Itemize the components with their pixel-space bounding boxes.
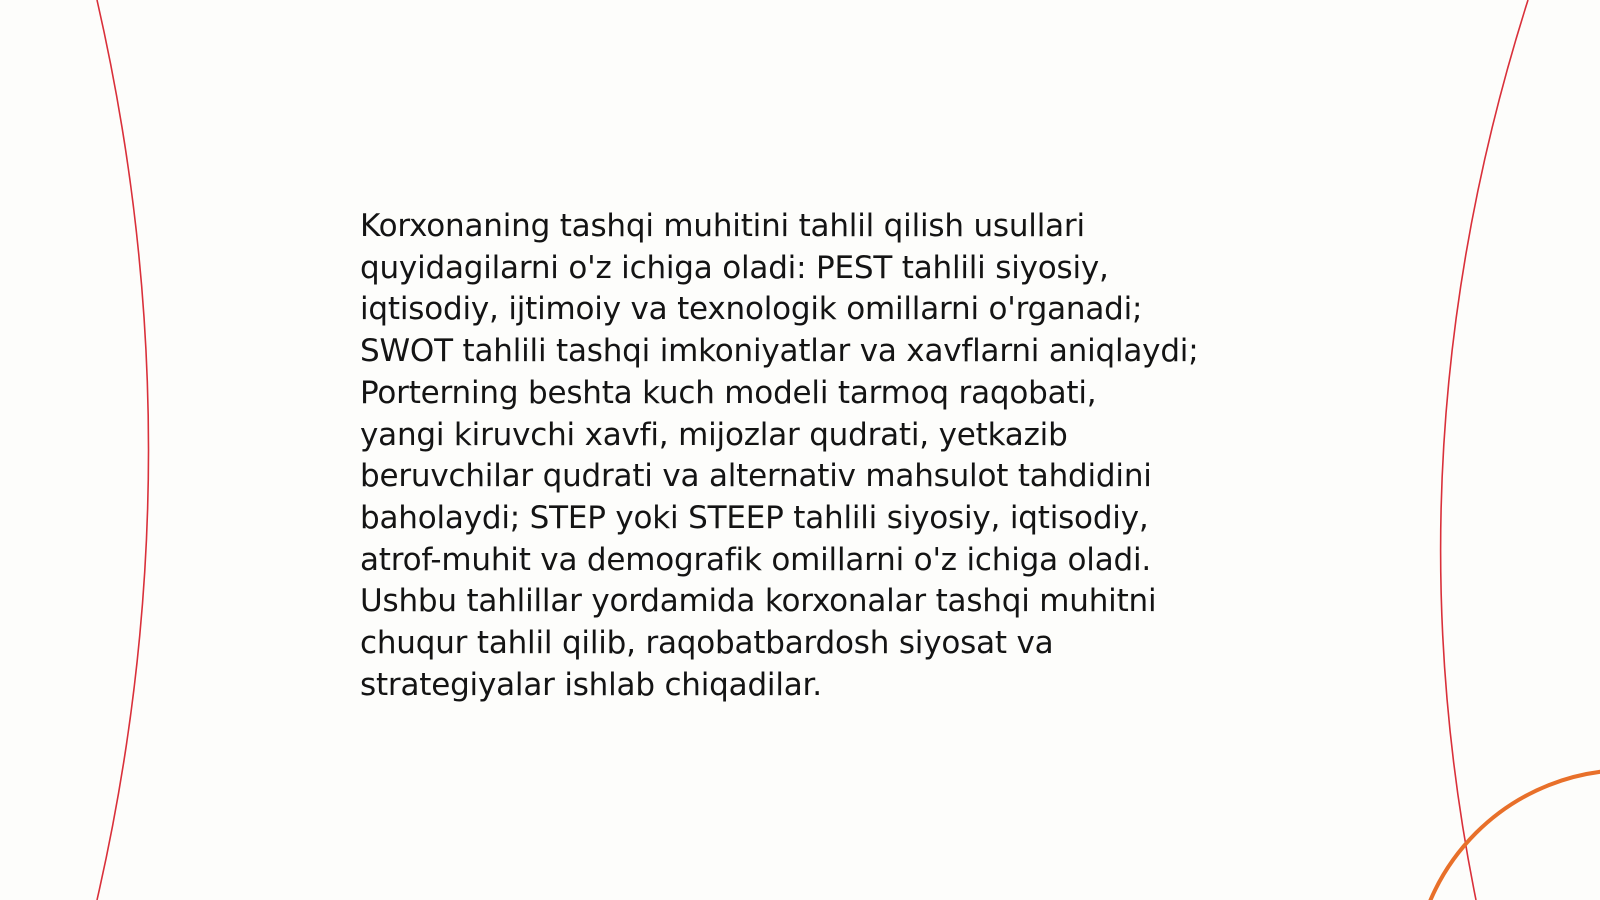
body-text-line: SWOT tahlili tashqi imkoniyatlar va xavflarni aniqlaydi; xyxy=(360,333,1199,370)
slide-body-text xyxy=(360,206,1260,706)
body-text-line: Porterning beshta kuch modeli tarmoq raqobati, xyxy=(360,374,1097,411)
body-text-line: baholaydi; STEP yoki STEEP tahlili siyosiy, iqtisodiy, xyxy=(360,499,1149,536)
body-text-line: iqtisodiy, ijtimoiy va texnologik omillarni o'rganadi; xyxy=(360,291,1143,328)
orange-accent-arc xyxy=(1413,770,1600,900)
body-text-line: chuqur tahlil qilib, raqobatbardosh siyosat va xyxy=(360,625,1054,662)
right-decorative-curve xyxy=(1441,0,1528,900)
left-decorative-curve xyxy=(97,0,149,900)
body-text-line: yangi kiruvchi xavfi, mijozlar qudrati, yetkazib xyxy=(360,416,1068,453)
body-text-line: beruvchilar qudrati va alternativ mahsulot tahdidini xyxy=(360,458,1152,495)
body-text-line: Korxonaning tashqi muhitini tahlil qilish usullari xyxy=(360,208,1085,244)
body-text-line: quyidagilarni o'z ichiga oladi: PEST tahlili siyosiy, xyxy=(360,249,1109,286)
body-text-line: atrof-muhit va demografik omillarni o'z ichiga oladi. xyxy=(360,541,1152,578)
body-text-line: Ushbu tahlillar yordamida korxonalar tashqi muhitni xyxy=(360,583,1157,620)
body-text-line: strategiyalar ishlab chiqadilar. xyxy=(360,666,822,703)
